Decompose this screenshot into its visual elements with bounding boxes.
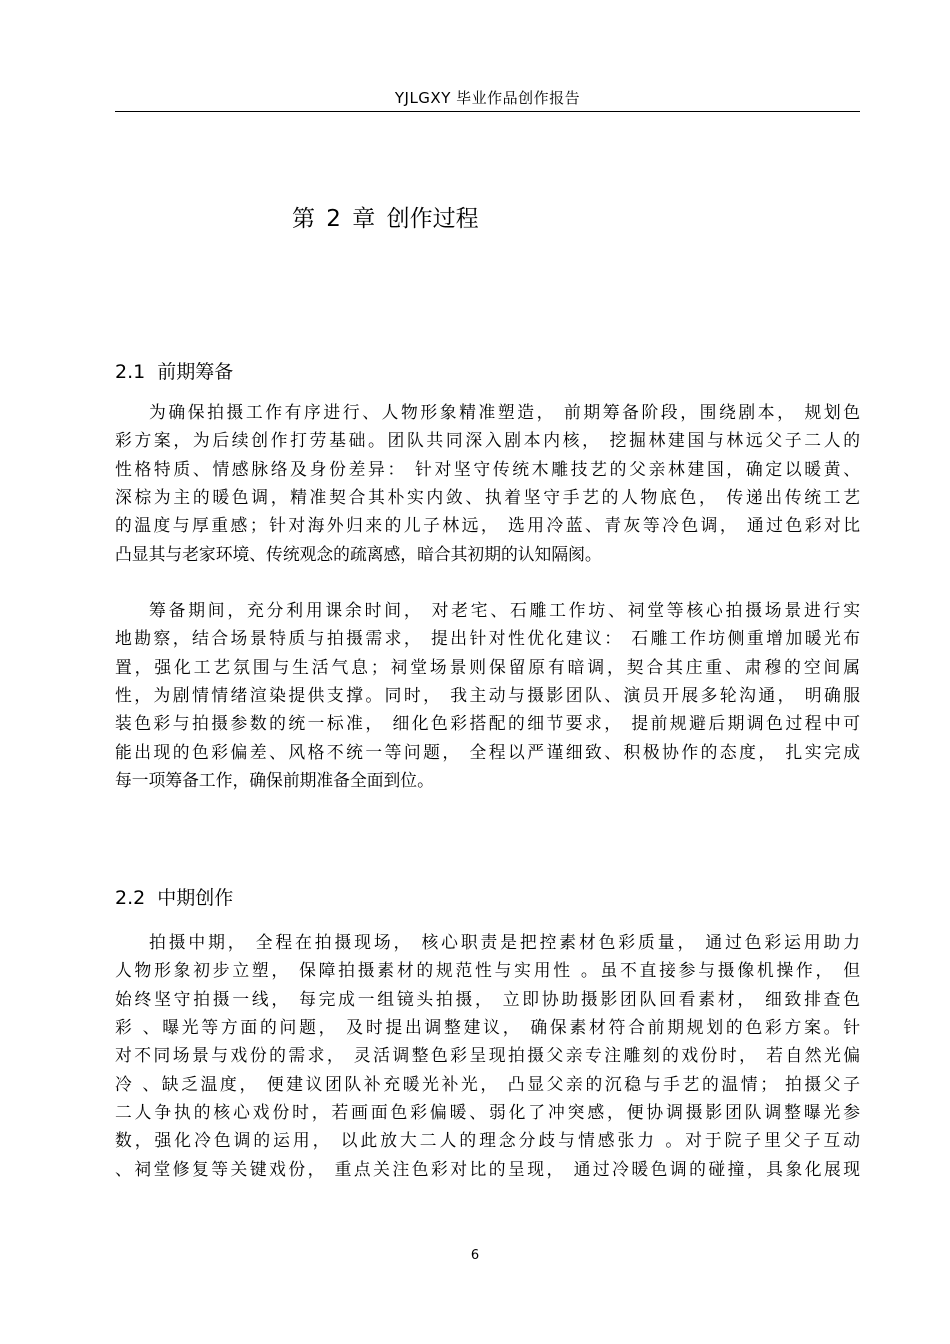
text-line: 深棕为主的暖色调，精准契合其朴实内敛、执着坚守手艺的人物底色， 传递出传统工艺 xyxy=(115,487,860,508)
page-number: 6 xyxy=(470,1248,480,1263)
section-number: 2.1 xyxy=(115,361,146,383)
text-line: 二人争执的核心戏份时，若画面色彩偏暖、弱化了冲突感，便协调摄影团队调整曝光参 xyxy=(115,1102,860,1123)
text-line: 人物形象初步立塑， 保障拍摄素材的规范性与实用性 。虽不直接参与摄像机操作， 但 xyxy=(115,960,860,981)
text-line: 拍摄中期， 全程在拍摄现场， 核心职责是把控素材色彩质量， 通过色彩运用助力 xyxy=(149,932,860,952)
text-line: 性，为剧情情绪渲染提供支撑。同时， 我主动与摄影团队、演员开展多轮沟通， 明确服 xyxy=(115,685,860,706)
paragraph-production-1 xyxy=(115,928,860,1183)
text-line: 始终坚守拍摄一线， 每完成一组镜头拍摄， 立即协助摄影团队回看素材， 细致排查色 xyxy=(115,988,860,1009)
text-line: 、祠堂修复等关键戏份， 重点关注色彩对比的呈现， 通过冷暖色调的碰撞，具象化展现 xyxy=(115,1158,860,1179)
text-line: 筹备期间，充分利用课余时间， 对老宅、石雕工作坊、祠堂等核心拍摄场景进行实 xyxy=(149,600,860,620)
text-line: 能出现的色彩偏差、风格不统一等问题， 全程以严谨细致、积极协作的态度， 扎实完成 xyxy=(115,741,860,762)
header-divider xyxy=(115,111,860,112)
text-line: 装色彩与拍摄参数的统一标准， 细化色彩搭配的细节要求， 提前规避后期调色过程中可 xyxy=(115,713,860,734)
text-line: 置，强化工艺氛围与生活气息；祠堂场景则保留原有暗调，契合其庄重、肃穆的空间属 xyxy=(115,656,860,677)
section-heading-2-1 xyxy=(115,358,233,386)
text-line: 每一项筹备工作，确保前期准备全面到位。 xyxy=(115,770,434,791)
text-line: 数，强化冷色调的运用， 以此放大二人的理念分歧与情感张力 。对于院子里父子互动 xyxy=(115,1130,860,1151)
paragraph-planning-1 xyxy=(115,398,860,568)
text-line: 对不同场景与戏份的需求， 灵活调整色彩呈现拍摄父亲专注雕刻的戏份时， 若自然光偏 xyxy=(115,1045,860,1066)
section-title: 前期筹备 xyxy=(157,361,234,383)
text-line: 凸显其与老家环境、传统观念的疏离感，暗合其初期的认知隔阂。 xyxy=(115,543,602,564)
chapter-title: 第 2 章 创作过程 xyxy=(292,206,479,232)
text-line: 的温度与厚重感；针对海外归来的儿子林远， 选用冷蓝、青灰等冷色调， 通过色彩对比 xyxy=(115,515,860,536)
page-header: YJLGXY 毕业作品创作报告 xyxy=(394,89,581,107)
text-line: 性格特质、情感脉络及身份差异： 针对坚守传统木雕技艺的父亲林建国，确定以暖黄、 xyxy=(115,458,860,479)
section-number: 2.2 xyxy=(115,887,146,909)
text-line: 地勘察，结合场景特质与拍摄需求， 提出针对性优化建议： 石雕工作坊侧重增加暖光布 xyxy=(115,628,860,649)
text-line: 彩 、曝光等方面的问题， 及时提出调整建议， 确保素材符合前期规划的色彩方案。针 xyxy=(115,1017,860,1038)
paragraph-planning-2 xyxy=(115,596,860,794)
text-line: 彩方案，为后续创作打劳基础。团队共同深入剧本内核， 挖掘林建国与林远父子二人的 xyxy=(115,430,860,451)
text-line: 为确保拍摄工作有序进行、人物形象精准塑造， 前期筹备阶段，围绕剧本， 规划色 xyxy=(149,402,860,422)
section-title: 中期创作 xyxy=(157,887,234,909)
section-heading-2-2 xyxy=(115,884,233,912)
text-line: 冷 、缺乏温度， 便建议团队补充暖光补光， 凸显父亲的沉稳与手艺的温情； 拍摄父子 xyxy=(115,1073,860,1094)
